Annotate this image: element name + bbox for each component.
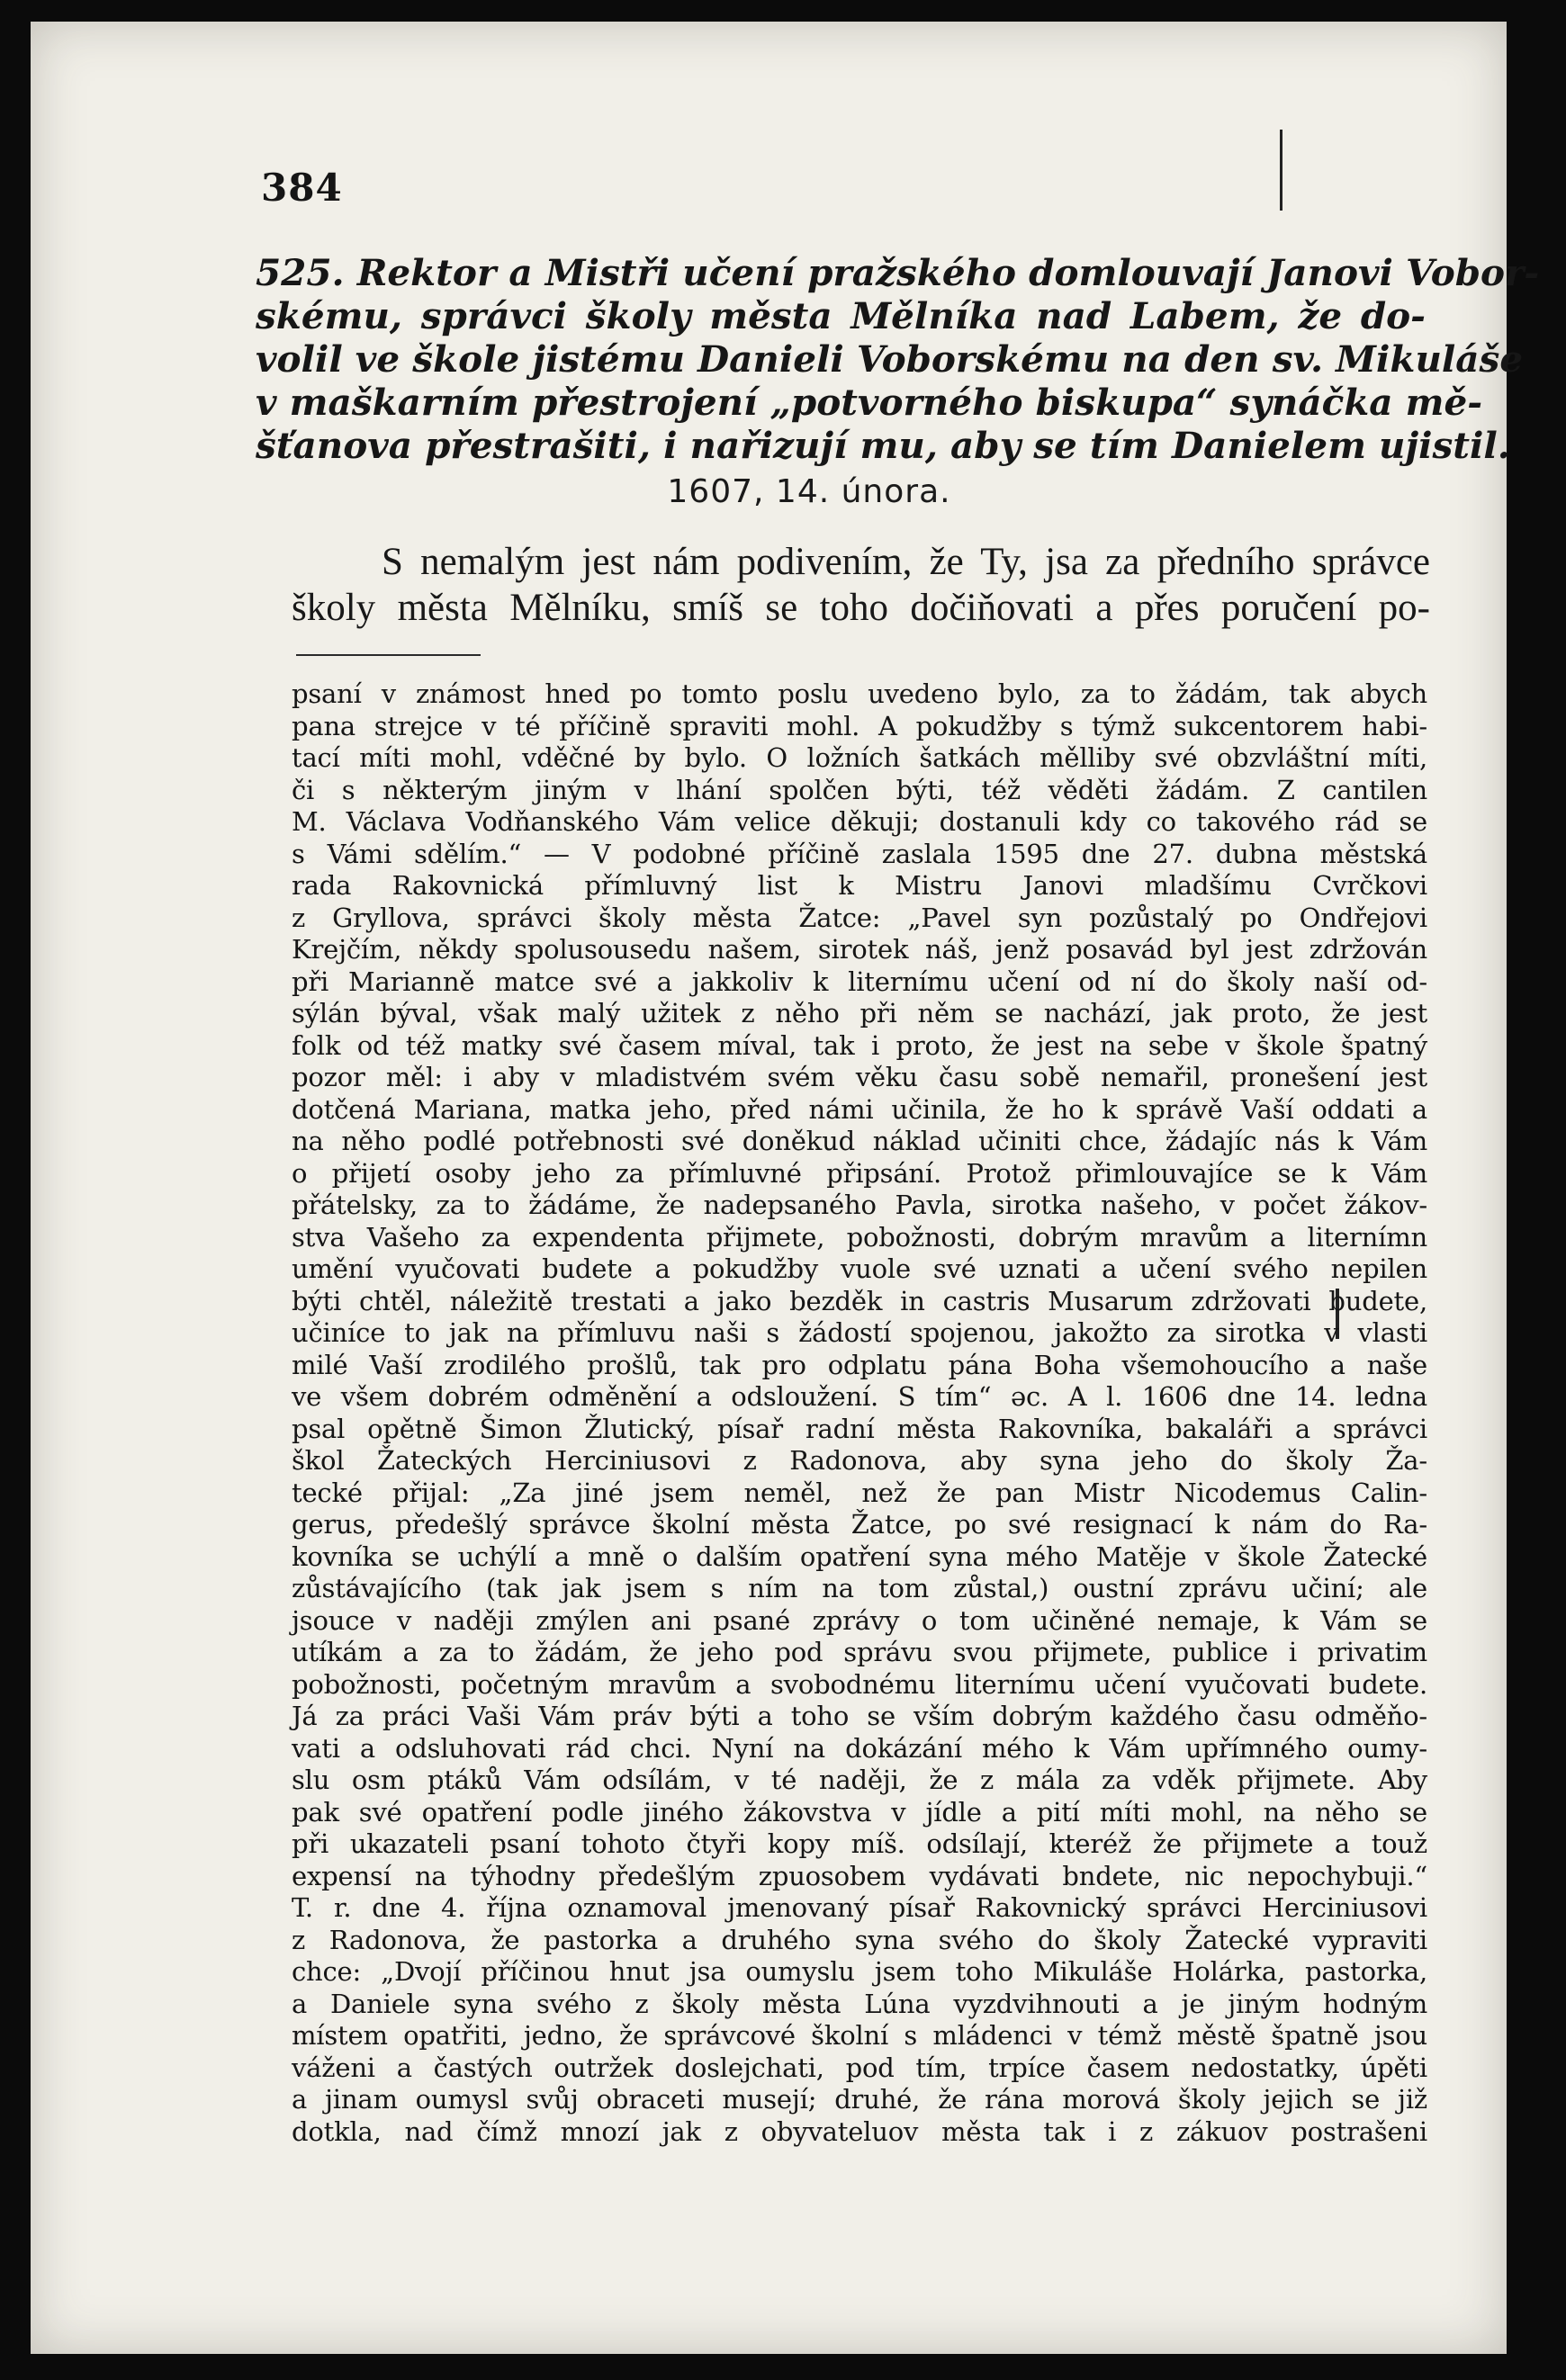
- footnote-line: kovníka se uchýlí a mně o dalším opatření syna mého Matěje v škole Žatecké: [292, 1540, 1427, 1572]
- footnote-line: s Vámi sdělím.“ — V podobné příčině zaslala 1595 dne 27. dubna městská: [292, 838, 1427, 869]
- heading-line: volil ve škole jistému Danieli Voborskému na den sv. Mikuláše: [256, 337, 1524, 381]
- footnote-line: zůstávajícího (tak jak jsem s ním na tom zůstal,) oustní zprávu učiní; ale: [292, 1573, 1427, 1603]
- footnote-line: dotkla, nad čímž mnozí jak z obyvateluov města tak i z zákuov postrašeni: [292, 2115, 1427, 2147]
- footnote-line: z Radonova, že pastorka a druhého syna svého do školy Žatecké vypraviti: [292, 1924, 1427, 1955]
- footnote-line: pobožnosti, početným mravům a svobodnému liternímu učení vyučovati budete.: [292, 1668, 1427, 1700]
- footnote-line: na něho podlé potřebnosti své doněkud náklad učiniti chce, žádajíc nás k Vám: [292, 1126, 1427, 1156]
- footnote-line: při Marianně matce své a jakkoliv k liternímu učení od ní do školy naší od-: [292, 965, 1427, 997]
- footnote-line: škol Žateckých Herciniusovi z Radonova, aby syna jeho do školy Ža-: [292, 1445, 1427, 1476]
- footnote-line: a Daniele syna svého z školy města Lúna vyzdvihnouti a je jiným hodným: [292, 1988, 1427, 2019]
- footnote-line: milé Vaší zrodilého prošlů, tak pro odplatu pána Boha všemohoucího a naše: [292, 1349, 1427, 1380]
- letter-line: školy města Mělníku, smíš se toho dočiňovati a přes poručení po-: [292, 587, 1430, 629]
- letter-line: S nemalým jest nám podivením, že Ty, jsa za předního správce: [382, 541, 1430, 583]
- footnote-line: ve všem dobrém odměnění a odsloužení. S tím“ əc. A l. 1606 dne 14. ledna: [292, 1381, 1427, 1412]
- footnote-line: psal opětně Šimon Žlutický, písař radní města Rakovníka, bakaláři a správci: [292, 1413, 1427, 1444]
- page-edge-mark: [1280, 130, 1282, 211]
- footnote-line: tecké přijal: „Za jiné jsem neměl, než že pan Mistr Nicodemus Calin-: [292, 1477, 1427, 1508]
- footnote-line: o přijetí osoby jeho za přímluvné připsání. Protož přimlouvajíce se k Vám: [292, 1157, 1427, 1189]
- heading-line: šťanova přestrašiti, i nařizují mu, aby se tím Danielem ujistil.: [256, 424, 1510, 467]
- footnote-line: přátelsky, za to žádáme, že nadepsaného Pavla, sirotka našeho, v počet žákov-: [292, 1190, 1427, 1220]
- footnote-text: [292, 678, 1427, 2148]
- footnote-line: a jinam oumysl svůj obraceti musejí; druhé, že rána morová školy jejich se již: [292, 2084, 1427, 2115]
- footnote-line: gerus, předešlý správce školní města Žatce, po své resignací k nám do Ra-: [292, 1509, 1427, 1540]
- footnote-line: M. Václava Vodňanského Vám velice děkuji; dostanuli kdy co takového rád se: [292, 806, 1427, 837]
- footnote-line: slu osm ptáků Vám odsílám, v té naději, že z mála za vděk přijmete. Aby: [292, 1765, 1427, 1795]
- letter-opening: [292, 539, 1430, 631]
- heading-line: v maškarním přestrojení „potvorného biskupa“ synáčka mě-: [256, 381, 1483, 424]
- footnote-line: expensí na týhodny předešlým zpuosobem vydávati bndete, nic nepochybuji.“: [292, 1860, 1427, 1891]
- footnote-line: folk od též matky své časem míval, tak i proto, že jest na sebe v škole špatný: [292, 1029, 1427, 1061]
- footnote-line: místem opatřiti, jedno, že správcové školní s mládenci v témž městě špatně jsou: [292, 2020, 1427, 2051]
- footnote-line: chce: „Dvojí příčinou hnut jsa oumyslu jsem toho Mikuláše Holárka, pastorka,: [292, 1956, 1427, 1987]
- footnote-line: rada Rakovnická přímluvný list k Mistru Janovi mladšímu Cvrčkovi: [292, 870, 1427, 901]
- footnote-line: při ukazateli psaní tohoto čtyři kopy míš. odsílají, kteréž že přijmete a touž: [292, 1828, 1427, 1859]
- footnote-line: Já za práci Vaši Vám práv býti a toho se vším dobrým každého času odměňo-: [292, 1701, 1427, 1731]
- document-heading: [256, 251, 1540, 467]
- footnote-line: z Gryllova, správci školy města Žatce: „Pavel syn pozůstalý po Ondřejovi: [292, 902, 1427, 933]
- heading-line: skému, správci školy města Mělníka nad Labem, že do-: [256, 294, 1426, 337]
- footnote-line: Krejčím, někdy spolusousedu našem, sirotek náš, jenž posavád byl jest zdržován: [292, 934, 1427, 965]
- footnote-line: vati a odsluhovati rád chci. Nyní na dokázání mého k Vám upřímného oumy-: [292, 1732, 1427, 1764]
- footnote-line: či s některým jiným v lhání spolčen býti, též věděti žádám. Z cantilen: [292, 774, 1427, 805]
- footnote-line: tací míti mohl, vděčné by bylo. O ložních šatkách mělliby své obzvláštní míti,: [292, 742, 1427, 773]
- footnote-line: pak své opatření podle jiného žákovstva v jídle a pití míti mohl, na něho se: [292, 1796, 1427, 1828]
- heading-line: 525. Rektor a Mistři učení pražského domlouvají Janovi Vobor-: [256, 251, 1540, 294]
- footnote-line: váženi a častých outržek doslejchati, pod tím, trpíce časem nedostatky, úpěti: [292, 2052, 1427, 2083]
- footnote-line: jsouce v naději zmýlen ani psané zprávy o tom učiněné nemaje, k Vám se: [292, 1604, 1427, 1636]
- footnote-line: dotčená Mariana, matka jeho, před námi učinila, že ho k správě Vaší oddati a: [292, 1093, 1427, 1125]
- footnote-line: pozor měl: i aby v mladistvém svém věku času sobě nemařil, pronešení jest: [292, 1062, 1427, 1092]
- footnote-line: býti chtěl, náležitě trestati a jako bezděk in castris Musarum zdržovati budete,: [292, 1285, 1427, 1316]
- footnote-line: umění vyučovati budete a pokudžby vuole své uznati a učení svého nepilen: [292, 1253, 1427, 1284]
- book-page: [31, 22, 1540, 2354]
- footnote-line: stva Vašeho za expendenta přijmete, pobožnosti, dobrým mravům a liternímn: [292, 1221, 1427, 1253]
- footnote-line: T. r. dne 4. října oznamoval jmenovaný písař Rakovnický správci Herciniusovi: [292, 1892, 1427, 1923]
- footnote-line: pana strejce v té příčině spraviti mohl. A pokudžby s týmž sukcentorem habi-: [292, 710, 1427, 741]
- footnote-line: psaní v známost hned po tomto poslu uvedeno bylo, za to žádám, tak abych: [292, 678, 1427, 709]
- footnote-line: sýlán býval, však malý užitek z něho při něm se nachází, jak proto, že jest: [292, 998, 1427, 1028]
- footnote-line: utíkám a za to žádám, že jeho pod správu svou přijmete, publice i privatim: [292, 1637, 1427, 1667]
- page-number: 384: [261, 166, 343, 210]
- document-date: 1607, 14. února.: [667, 473, 951, 510]
- footnote-divider: [296, 654, 481, 656]
- footnote-line: učiníce to jak na přímluvu naši s žádostí spojenou, jakožto za sirotka v vlasti: [292, 1317, 1427, 1348]
